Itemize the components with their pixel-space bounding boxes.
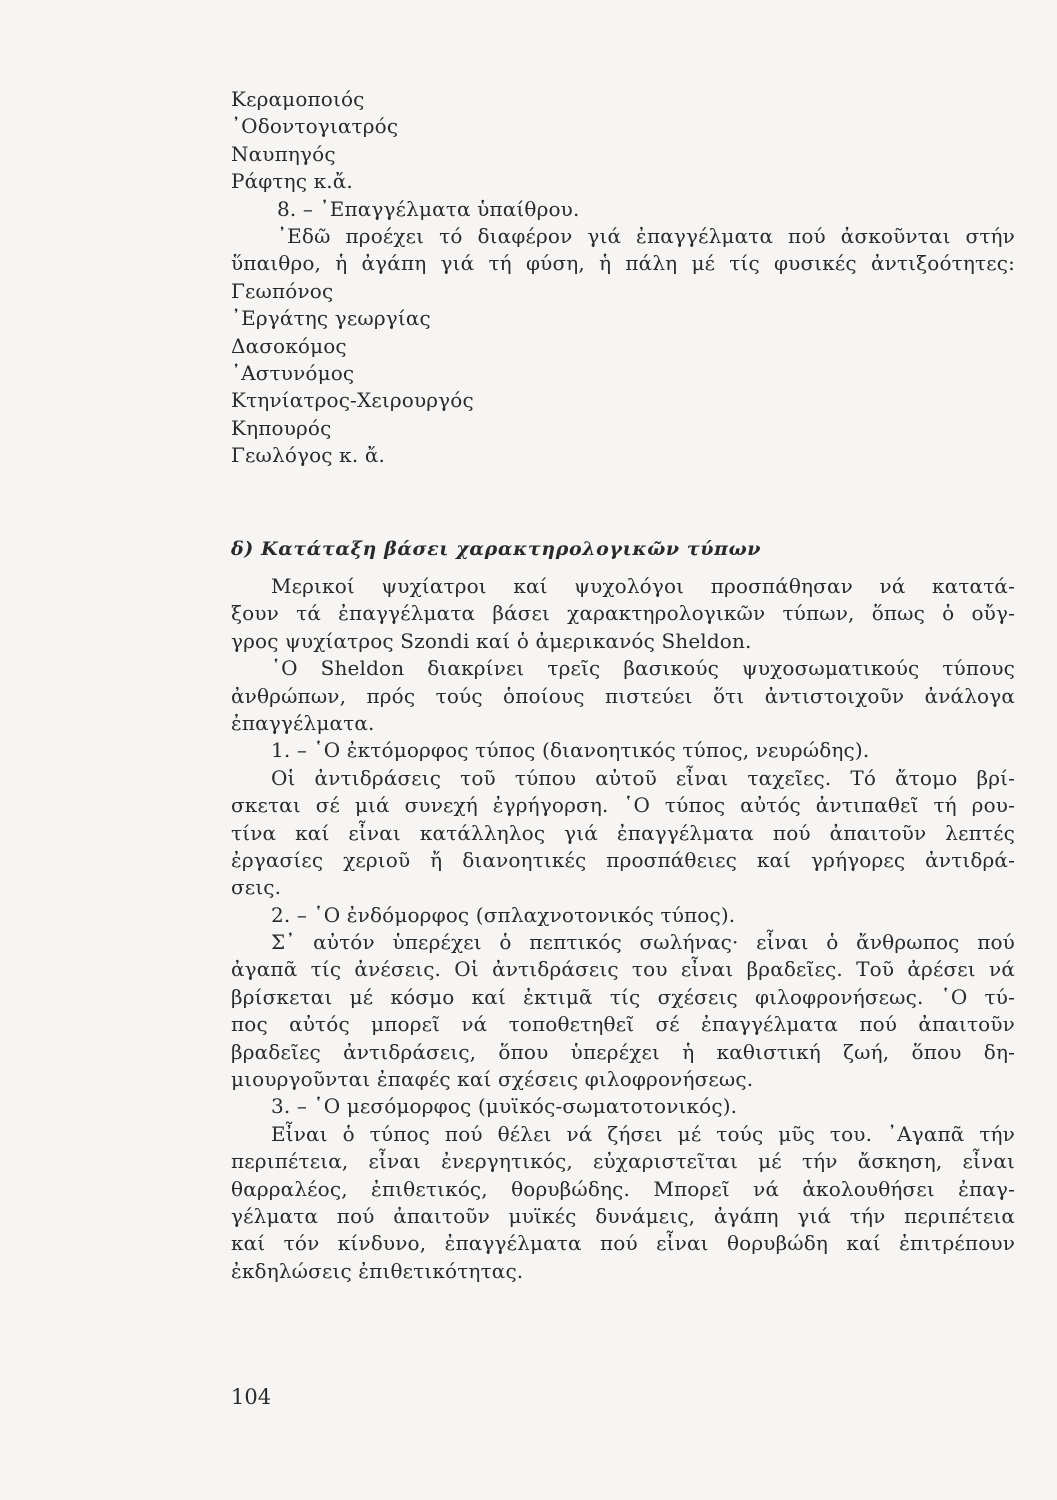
list-item: Κηπουρός — [231, 415, 332, 440]
paragraph-line: Εἶναι ὁ τύπος πού θέλει νά ζήσει μέ τούς μῦς του. ᾿Αγαπᾶ τήν — [271, 1121, 1015, 1146]
paragraph-line: ὕπαιθρο, ἡ ἀγάπη γιά τή φύση, ἡ πάλη μέ τίς φυσικές ἀντιξοότητες: — [231, 251, 1015, 276]
paragraph-line: ἐπαγγέλματα. — [231, 710, 375, 735]
paragraph-line: Μερικοί ψυχίατροι καί ψυχολόγοι προσπάθησαν νά κατατά- — [271, 574, 1015, 598]
paragraph-line: γρος ψυχίατρος Szondi καί ὁ ἀμερικανός Sheldon. — [231, 628, 752, 653]
paragraph-line: σκεται σέ μιά συνεχή ἐγρήγορση. ῾Ο τύπος αὐτός ἀντιπαθεῖ τή ρου- — [231, 793, 1015, 818]
paragraph-line: ἐκδηλώσεις ἐπιθετικότητας. — [231, 1258, 524, 1283]
paragraph-line: καί τόν κίνδυνο, ἐπαγγέλματα πού εἶναι θορυβώδη καί ἐπιτρέπουν — [231, 1231, 1015, 1256]
list-item: Γεωλόγος κ. ἄ. — [231, 443, 385, 468]
type-1-heading: 1. – ῾Ο ἐκτόμορφος τύπος (διανοητικός τύπος, νευρώδης). — [271, 738, 870, 763]
list-item: Ναυπηγός — [231, 141, 336, 166]
list-item: Ράφτης κ.ἄ. — [231, 169, 353, 194]
paragraph-line: Οἱ ἀντιδράσεις τοῦ τύπου αὐτοῦ εἶναι ταχεῖες. Τό ἄτομο βρί- — [271, 765, 1015, 790]
paragraph-line: βραδεῖες ἀντιδράσεις, ὅπου ὑπερέχει ἡ καθιστική ζωή, ὅπου δη- — [231, 1039, 1015, 1064]
type-3-heading: 3. – ῾Ο μεσόμορφος (μυϊκός-σωματοτονικός). — [271, 1094, 738, 1119]
paragraph-line: ἀγαπᾶ τίς ἀνέσεις. Οἱ ἀντιδράσεις του εἶναι βραδεῖες. Τοῦ ἀρέσει νά — [231, 957, 1015, 982]
paragraph-line: Σ᾿ αὐτόν ὑπερέχει ὁ πεπτικός σωλήνας· εἶναι ὁ ἄνθρωπος πού — [271, 930, 1015, 955]
section-heading: δ) Κατάταξη βάσει χαρακτηρολογικῶν τύπων — [231, 538, 762, 560]
section-8-heading: 8. – ᾿Επαγγέλματα ὑπαίθρου. — [277, 196, 580, 221]
main-text-block — [231, 573, 1015, 1285]
list-item: ᾿Οδοντογιατρός — [231, 114, 399, 139]
paragraph-line: ξουν τά ἐπαγγέλματα βάσει χαρακτηρολογικῶν τύπων, ὅπως ὁ οὔγ- — [231, 601, 1015, 626]
top-text-block — [231, 86, 1015, 469]
type-2-heading: 2. – ῾Ο ἐνδόμορφος (σπλαχνοτονικός τύπος). — [271, 902, 736, 927]
paragraph-line: τίνα καί εἶναι κατάλληλος γιά ἐπαγγέλματα πού ἀπαιτοῦν λεπτές — [231, 820, 1015, 845]
paragraph-line: θαρραλέος, ἐπιθετικός, θορυβώδης. Μπορεῖ νά ἀκολουθήσει ἐπαγ- — [231, 1176, 1015, 1201]
list-item: ᾿Εργάτης γεωργίας — [231, 306, 431, 331]
paragraph-line: γέλματα πού ἀπαιτοῦν μυϊκές δυνάμεις, ἀγάπη γιά τήν περιπέτεια — [231, 1203, 1015, 1228]
list-item: Κτηνίατρος-Χειρουργός — [231, 388, 474, 413]
paragraph-line: ᾿Εδῶ προέχει τό διαφέρον γιά ἐπαγγέλματα πού ἀσκοῦνται στήν — [277, 223, 1015, 248]
paragraph-line: ῾Ο Sheldon διακρίνει τρεῖς βασικούς ψυχοσωματικούς τύπους — [271, 656, 1015, 681]
list-item: Κεραμοποιός — [231, 87, 365, 111]
list-item: Δασοκόμος — [231, 333, 347, 358]
paragraph-line: περιπέτεια, εἶναι ἐνεργητικός, εὐχαριστεῖται μέ τήν ἄσκηση, εἶναι — [231, 1149, 1015, 1174]
paragraph-line: βρίσκεται μέ κόσμο καί ἐκτιμᾶ τίς σχέσεις φιλοφρονήσεως. ῾Ο τύ- — [231, 984, 1015, 1009]
paragraph-line: ἐργασίες χεριοῦ ἤ διανοητικές προσπάθειες καί γρήγορες ἀντιδρά- — [231, 847, 1015, 872]
paragraph-line: ἀνθρώπων, πρός τούς ὁποίους πιστεύει ὅτι ἀντιστοιχοῦν ἀνάλογα — [231, 683, 1015, 708]
paragraph-line: σεις. — [231, 875, 282, 900]
page-number: 104 — [231, 1385, 272, 1409]
paragraph-line: μιουργοῦνται ἐπαφές καί σχέσεις φιλοφρονήσεως. — [231, 1067, 754, 1092]
paragraph-line: πος αὐτός μπορεῖ νά τοποθετηθεῖ σέ ἐπαγγέλματα πού ἀπαιτοῦν — [231, 1012, 1015, 1037]
list-item: ᾿Αστυνόμος — [231, 360, 355, 385]
list-item: Γεωπόνος — [231, 278, 334, 303]
